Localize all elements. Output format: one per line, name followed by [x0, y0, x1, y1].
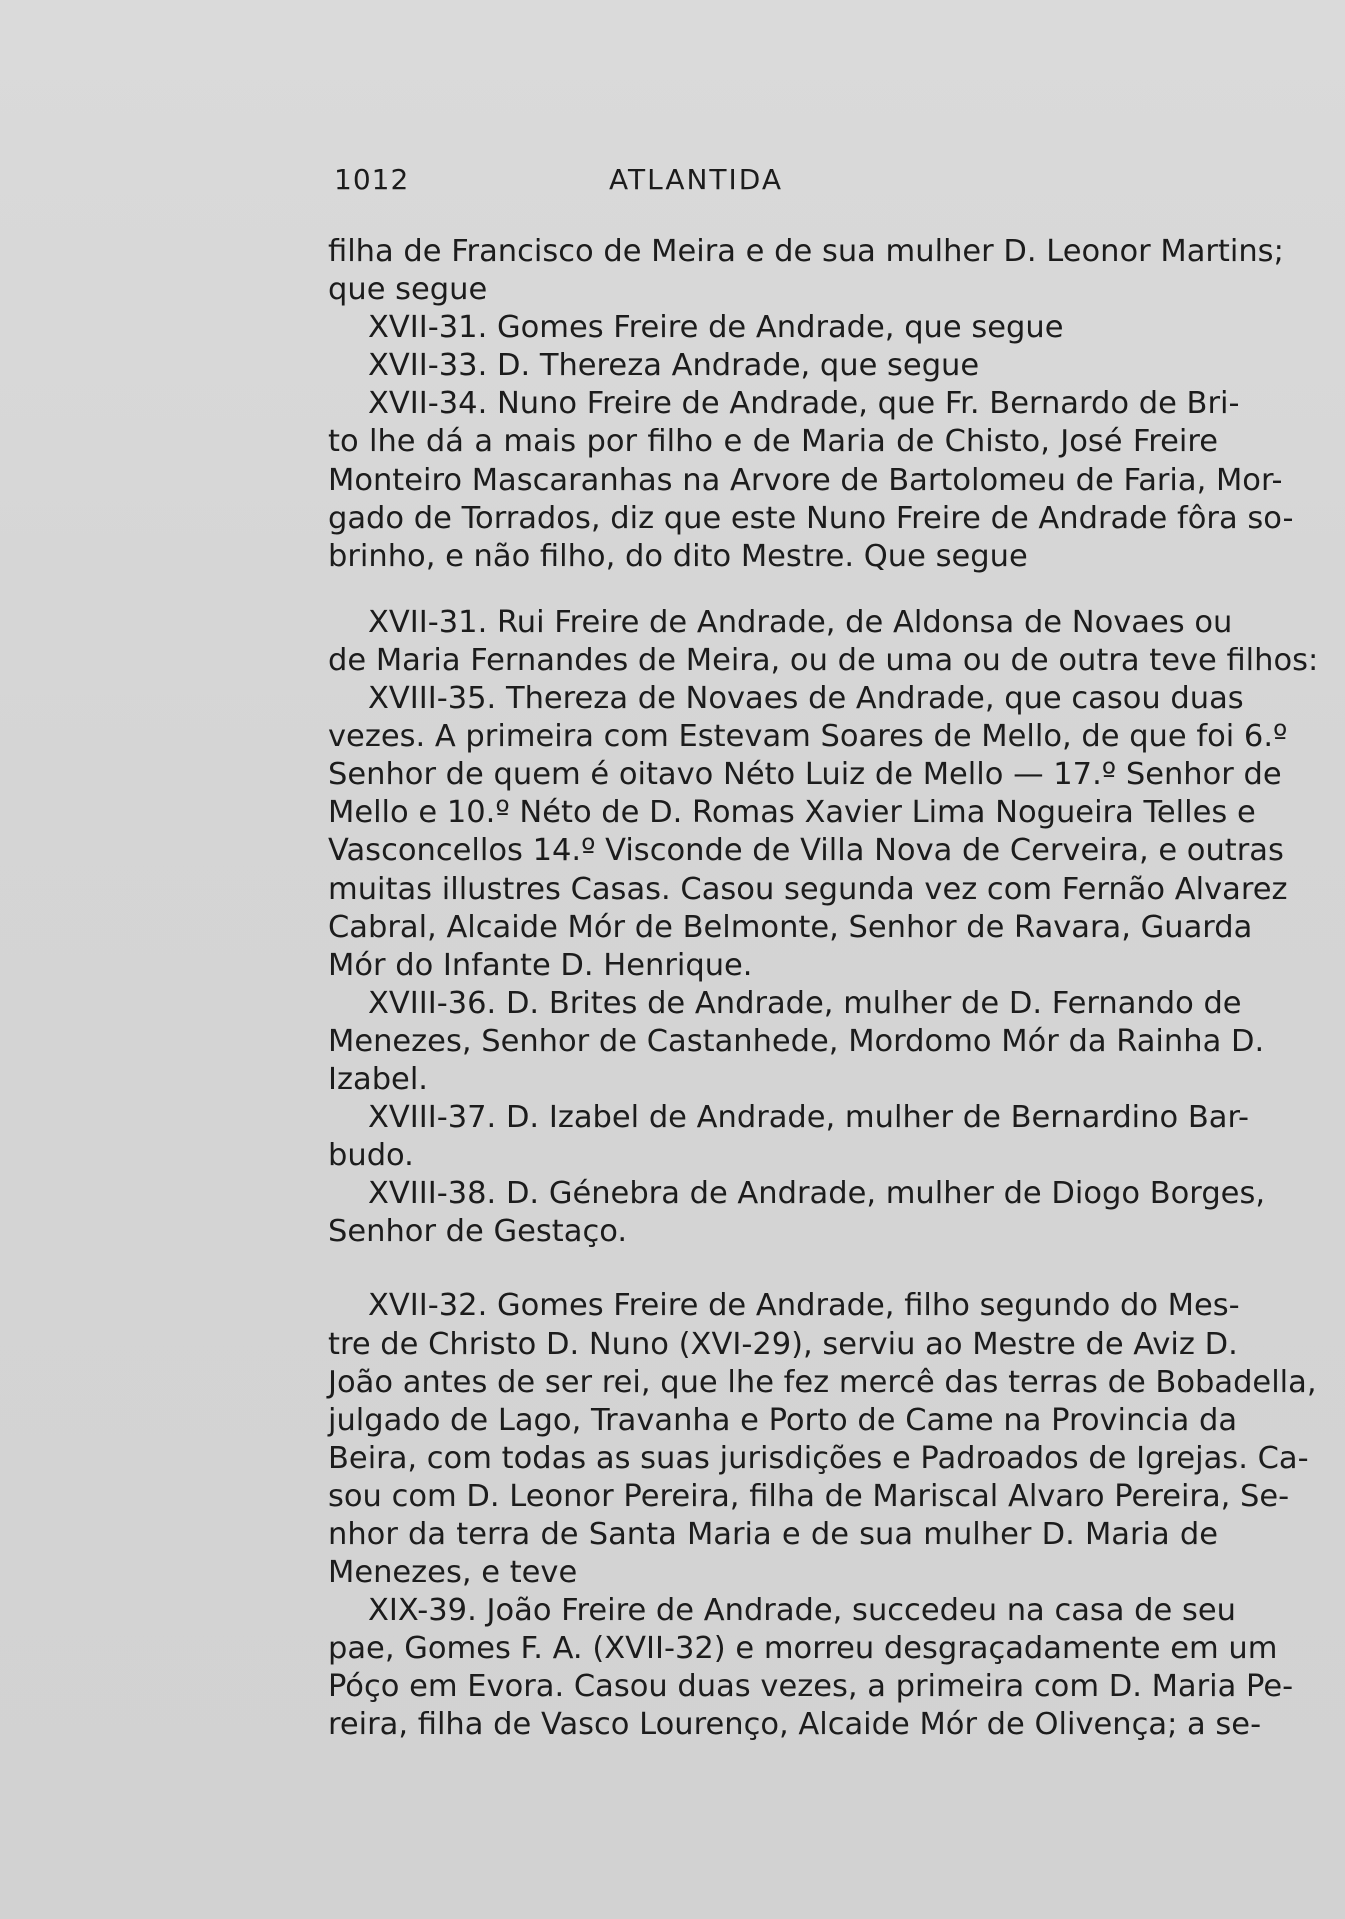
- text-line: vezes. A primeira com Estevam Soares de Mello, de que foi 6.º: [328, 719, 1288, 755]
- text-line: Vasconcellos 14.º Visconde de Villa Nova de Cerveira, e outras: [328, 833, 1284, 869]
- text-line: to lhe dá a mais por filho e de Maria de Chisto, José Freire: [328, 424, 1218, 460]
- text-line: XVII-31. Rui Freire de Andrade, de Aldonsa de Novaes ou: [368, 604, 1233, 640]
- text-line: que segue: [328, 272, 488, 308]
- text-line: muitas illustres Casas. Casou segunda vez com Fernão Alvarez: [328, 871, 1288, 907]
- text-line: Beira, com todas as suas jurisdições e Padroados de Igrejas. Ca-: [328, 1440, 1309, 1476]
- text-line: Izabel.: [328, 1061, 428, 1097]
- text-line: Cabral, Alcaide Mór de Belmonte, Senhor de Ravara, Guarda: [328, 909, 1253, 945]
- text-line: Menezes, Senhor de Castanhede, Mordomo Mór da Rainha D.: [328, 1023, 1265, 1059]
- text-line: Senhor de Gestaço.: [328, 1214, 628, 1250]
- page-number: 1012: [334, 163, 410, 196]
- text-line: João antes de ser rei, que lhe fez mercê das terras de Bobadella,: [328, 1364, 1317, 1400]
- text-line: XVII-33. D. Thereza Andrade, que segue: [368, 348, 980, 384]
- text-line: XVII-32. Gomes Freire de Andrade, filho segundo do Mes-: [368, 1288, 1240, 1324]
- text-line: XVII-31. Gomes Freire de Andrade, que segue: [368, 310, 1064, 346]
- text-line: nhor da terra de Santa Maria e de sua mulher D. Maria de: [328, 1517, 1218, 1552]
- text-line: de Maria Fernandes de Meira, ou de uma ou de outra teve filhos:: [328, 642, 1319, 678]
- text-line: XVIII-35. Thereza de Novaes de Andrade, que casou duas: [368, 681, 1244, 717]
- text-line: filha de Francisco de Meira e de sua mulher D. Leonor Martins;: [328, 234, 1284, 269]
- text-line: julgado de Lago, Travanha e Porto de Came na Provincia da: [328, 1402, 1238, 1438]
- text-line: gado de Torrados, diz que este Nuno Freire de Andrade fôra so-: [328, 500, 1294, 536]
- text-line: tre de Christo D. Nuno (XVI-29), serviu ao Mestre de Aviz D.: [328, 1326, 1238, 1362]
- text-line: XVII-34. Nuno Freire de Andrade, que Fr. Bernardo de Bri-: [368, 386, 1240, 422]
- text-line: XIX-39. João Freire de Andrade, succedeu na casa de seu: [368, 1593, 1236, 1629]
- text-line: XVIII-36. D. Brites de Andrade, mulher de D. Fernando de: [368, 985, 1242, 1021]
- running-head: [334, 163, 854, 203]
- text-line: Menezes, e teve: [328, 1555, 578, 1591]
- text-line: reira, filha de Vasco Lourenço, Alcaide Mór de Olivença; a se-: [328, 1707, 1262, 1743]
- text-line: Mello e 10.º Néto de D. Romas Xavier Lima Nogueira Telles e: [328, 795, 1256, 831]
- text-line: Mór do Infante D. Henrique.: [328, 947, 753, 983]
- text-line: Monteiro Mascaranhas na Arvore de Bartolomeu de Faria, Mor-: [328, 462, 1283, 498]
- text-line: pae, Gomes F. A. (XVII-32) e morreu desgraçadamente em um: [328, 1631, 1278, 1667]
- running-title: ATLANTIDA: [608, 163, 784, 196]
- text-line: XVIII-38. D. Génebra de Andrade, mulher de Diogo Borges,: [368, 1176, 1266, 1212]
- text-line: brinho, e não filho, do dito Mestre. Que segue: [328, 538, 1028, 574]
- text-line: budo.: [328, 1138, 414, 1174]
- text-line: XVIII-37. D. Izabel de Andrade, mulher de Bernardino Bar-: [368, 1100, 1250, 1136]
- text-line: Senhor de quem é oitavo Néto Luiz de Mello — 17.º Senhor de: [328, 757, 1282, 793]
- text-line: Póço em Evora. Casou duas vezes, a primeira com D. Maria Pe-: [328, 1669, 1294, 1705]
- text-line: sou com D. Leonor Pereira, filha de Mariscal Alvaro Pereira, Se-: [328, 1478, 1290, 1514]
- body-text: [328, 233, 1319, 1745]
